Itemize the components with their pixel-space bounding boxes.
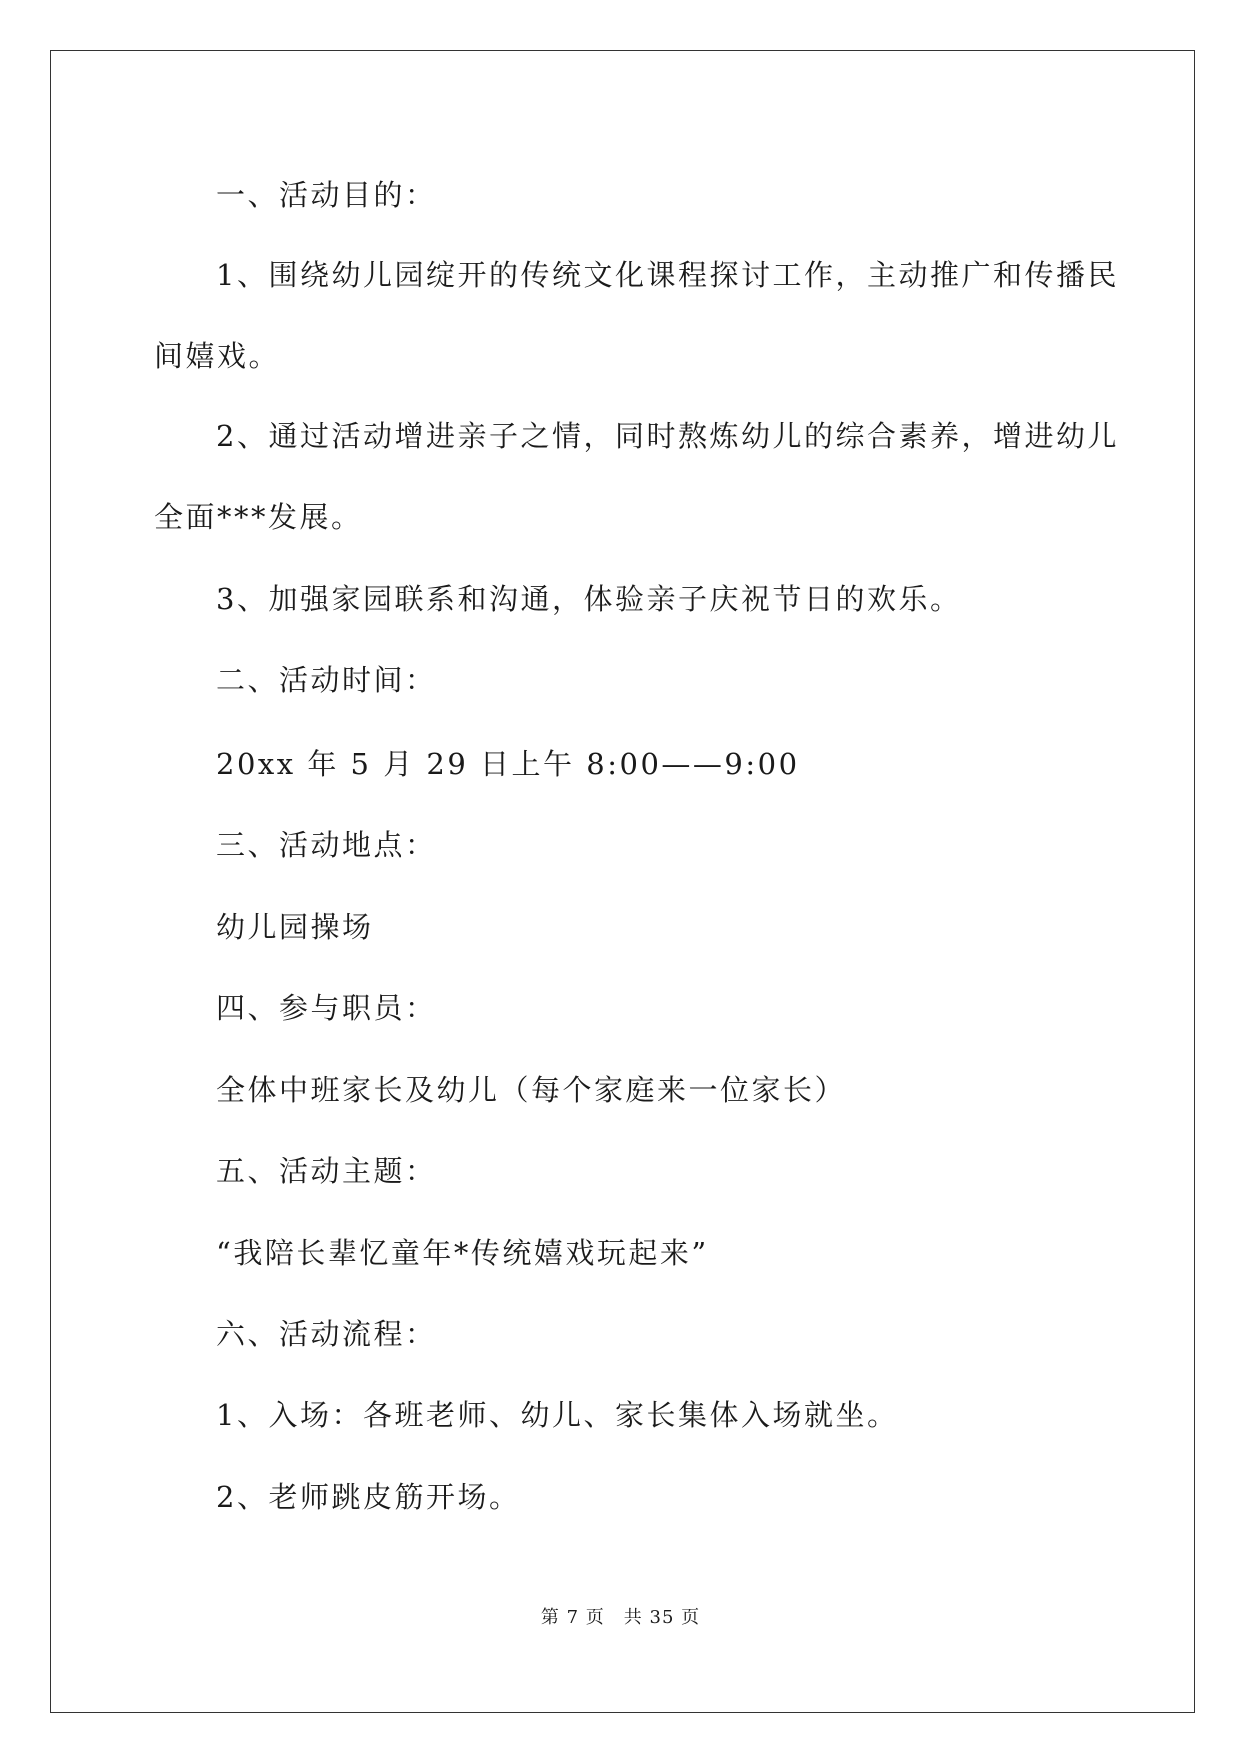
section-heading-process: 六、活动流程： bbox=[216, 1317, 437, 1351]
section-heading-participants: 四、参与职员： bbox=[216, 991, 437, 1025]
section-heading-theme: 五、活动主题： bbox=[216, 1154, 437, 1188]
paragraph-line: 2、通过活动增进亲子之情，同时熬炼幼儿的综合素养，增进幼儿 bbox=[216, 419, 1119, 453]
paragraph-line: 3、加强家园联系和沟通，体验亲子庆祝节日的欢乐。 bbox=[216, 582, 962, 616]
paragraph-line: 全体中班家长及幼儿（每个家庭来一位家长） bbox=[216, 1073, 847, 1107]
page-border bbox=[50, 50, 1195, 1713]
section-heading-time: 二、活动时间： bbox=[216, 663, 437, 697]
section-heading-purpose: 一、活动目的： bbox=[216, 178, 437, 212]
paragraph-line: 1、入场：各班老师、幼儿、家长集体入场就坐。 bbox=[216, 1398, 899, 1432]
page-number-footer: 第 7 页 共 35 页 bbox=[540, 1607, 701, 1628]
paragraph-line: “我陪长辈忆童年*传统嬉戏玩起来” bbox=[216, 1236, 709, 1270]
paragraph-line: 2、老师跳皮筋开场。 bbox=[216, 1480, 521, 1514]
paragraph-line: 幼儿园操场 bbox=[216, 910, 374, 944]
paragraph-line: 间嬉戏。 bbox=[154, 339, 281, 373]
paragraph-line: 1、围绕幼儿园绽开的传统文化课程探讨工作，主动推广和传播民 bbox=[216, 258, 1119, 292]
paragraph-line: 全面***发展。 bbox=[154, 500, 363, 534]
paragraph-line: 20xx 年 5 月 29 日上午 8:00——9:00 bbox=[216, 747, 800, 781]
section-heading-location: 三、活动地点： bbox=[216, 828, 437, 862]
